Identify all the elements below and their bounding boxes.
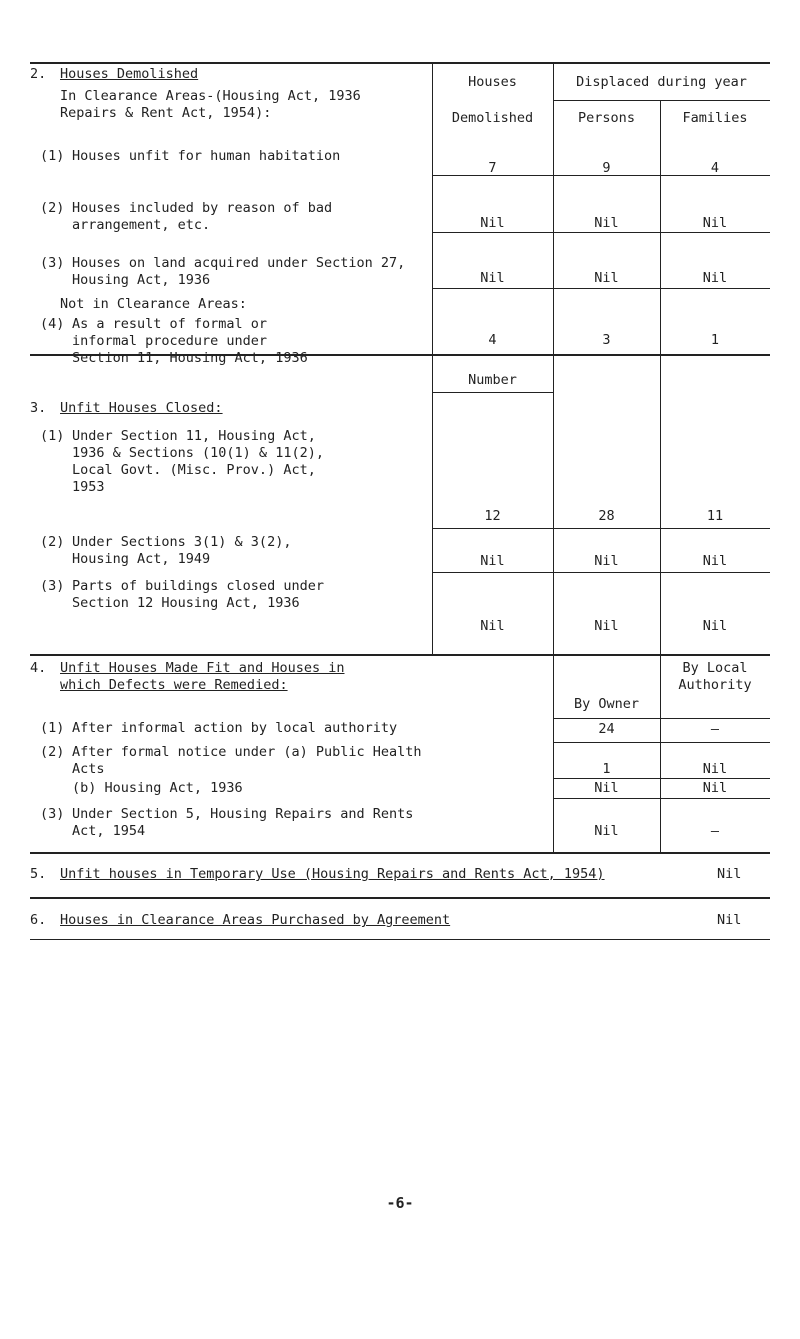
page-number: -6- bbox=[386, 1194, 414, 1212]
header-by-local-authority: By Local Authority bbox=[678, 660, 752, 693]
rule-row bbox=[553, 798, 770, 799]
rule-section bbox=[30, 654, 770, 656]
cell-by-owner: 1 bbox=[602, 761, 611, 777]
header-houses: Houses bbox=[468, 74, 517, 90]
section-title: Unfit Houses Closed: bbox=[60, 400, 223, 416]
header-persons: Persons bbox=[578, 110, 635, 126]
section-subtitle: In Clearance Areas-(Housing Act, 1936 Repairs & Rent Act, 1954): bbox=[60, 88, 361, 121]
section-number: 5. bbox=[30, 866, 47, 882]
row-number: (3) bbox=[40, 578, 65, 594]
row-label: Houses unfit for human habitation bbox=[72, 148, 341, 164]
cell-persons: Nil bbox=[594, 270, 619, 286]
row-number: (2) bbox=[40, 534, 65, 550]
cell-families: Nil bbox=[702, 215, 728, 231]
rule-row bbox=[432, 528, 770, 529]
row-number: (1) bbox=[40, 720, 65, 736]
row-number: (1) bbox=[40, 428, 65, 444]
row-label: After informal action by local authority bbox=[72, 720, 398, 736]
section-number: 4. bbox=[30, 660, 47, 676]
header-by-owner: By Owner bbox=[573, 696, 640, 712]
cell-families: 1 bbox=[710, 332, 720, 348]
rule-row bbox=[432, 232, 770, 233]
header-displaced: Displaced during year bbox=[576, 74, 747, 90]
row-number: (2) bbox=[40, 200, 65, 216]
row-number: (3) bbox=[40, 806, 65, 822]
cell-by-local: — bbox=[710, 823, 720, 839]
cell-value: Nil bbox=[702, 553, 728, 569]
section-value: Nil bbox=[717, 866, 742, 882]
cell-houses: 4 bbox=[488, 332, 497, 348]
cell-by-owner: Nil bbox=[594, 780, 619, 796]
col-divider bbox=[432, 62, 433, 354]
cell-families: Nil bbox=[702, 270, 728, 286]
rule-row bbox=[553, 778, 770, 779]
rule-section bbox=[30, 897, 770, 899]
cell-families: 4 bbox=[710, 160, 720, 176]
cell-persons: 3 bbox=[602, 332, 611, 348]
subheading: Not in Clearance Areas: bbox=[60, 296, 247, 312]
col-divider bbox=[553, 62, 554, 354]
cell-by-owner: Nil bbox=[594, 823, 619, 839]
row-label: Houses included by reason of bad arrangement, etc. bbox=[72, 200, 333, 233]
cell-value: Nil bbox=[594, 618, 619, 634]
cell-persons: Nil bbox=[594, 215, 619, 231]
row-number: (2) bbox=[40, 744, 65, 760]
rule-header bbox=[553, 100, 770, 101]
rule-top bbox=[30, 62, 770, 64]
cell-value: Nil bbox=[702, 618, 728, 634]
section-title: Houses in Clearance Areas Purchased by Agreement bbox=[60, 912, 451, 928]
cell-number: Nil bbox=[480, 553, 505, 569]
row-label: As a result of formal or informal procedure under Section 11, Housing Act, 1936 bbox=[72, 316, 308, 366]
section-number: 6. bbox=[30, 912, 47, 928]
cell-number: Nil bbox=[480, 618, 505, 634]
section-title: Houses Demolished bbox=[60, 66, 199, 82]
cell-number: 12 bbox=[484, 508, 501, 524]
rule-row bbox=[432, 572, 770, 573]
header-number: Number bbox=[468, 372, 517, 388]
section-title-line2: which Defects were Remedied: bbox=[60, 677, 288, 693]
row-label: Under Sections 3(1) & 3(2), Housing Act, 1949 bbox=[72, 534, 292, 567]
row-number: (3) bbox=[40, 255, 65, 271]
cell-houses: Nil bbox=[480, 215, 505, 231]
section-number: 2. bbox=[30, 66, 47, 82]
rule-row bbox=[553, 742, 770, 743]
row-label: Houses on land acquired under Section 27, Housing Act, 1936 bbox=[72, 255, 406, 288]
row-number: (4) bbox=[40, 316, 65, 332]
rule-row bbox=[432, 288, 770, 289]
section-title: Unfit Houses Made Fit and Houses in bbox=[60, 660, 345, 676]
col-divider bbox=[660, 354, 661, 654]
row-label: (b) Housing Act, 1936 bbox=[72, 780, 243, 796]
col-divider bbox=[432, 354, 433, 654]
header-families: Families bbox=[682, 110, 748, 126]
row-label: After formal notice under (a) Public Health Acts bbox=[72, 744, 422, 777]
row-number: (1) bbox=[40, 148, 65, 164]
rule-bottom bbox=[30, 939, 770, 940]
cell-value: 28 bbox=[598, 508, 615, 524]
cell-houses: 7 bbox=[488, 160, 497, 176]
cell-value: Nil bbox=[594, 553, 619, 569]
col-divider bbox=[553, 354, 554, 654]
cell-houses: Nil bbox=[480, 270, 505, 286]
cell-value: 11 bbox=[706, 508, 724, 524]
rule-section bbox=[30, 852, 770, 854]
cell-by-local: Nil bbox=[702, 761, 728, 777]
rule-row bbox=[553, 718, 770, 719]
section-title: Unfit houses in Temporary Use (Housing Repairs and Rents Act, 1954) bbox=[60, 866, 605, 882]
cell-by-owner: 24 bbox=[598, 721, 615, 737]
cell-by-local: — bbox=[710, 721, 720, 737]
section-value: Nil bbox=[717, 912, 742, 928]
row-label: Under Section 5, Housing Repairs and Rents Act, 1954 bbox=[72, 806, 414, 839]
row-label: Under Section 11, Housing Act, 1936 & Sections (10(1) & 11(2), Local Govt. (Misc. Prov.) Act, 1953 bbox=[72, 428, 324, 495]
header-demolished: Demolished bbox=[451, 110, 534, 126]
rule-header bbox=[432, 392, 553, 393]
section-number: 3. bbox=[30, 400, 47, 416]
cell-persons: 9 bbox=[602, 160, 611, 176]
cell-by-local: Nil bbox=[702, 780, 728, 796]
row-label: Parts of buildings closed under Section 12 Housing Act, 1936 bbox=[72, 578, 324, 611]
